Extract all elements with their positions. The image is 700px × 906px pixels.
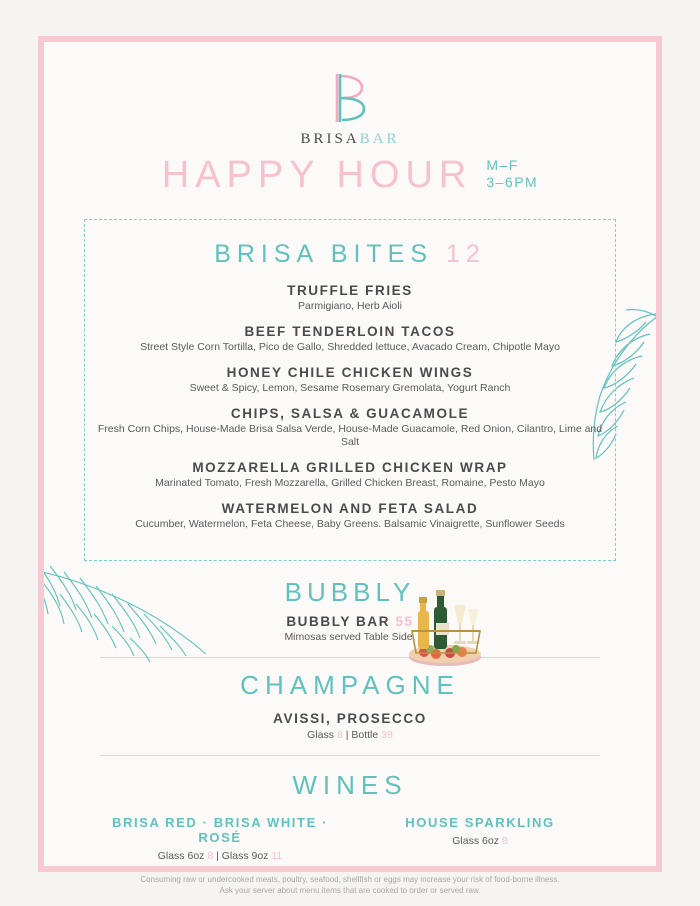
menu-item-name: BEEF TENDERLOIN TACOS [244, 324, 456, 339]
wines-section [44, 770, 656, 862]
menu-item-desc: Parmigiano, Herb Aioli [298, 300, 402, 312]
menu-item [95, 365, 605, 395]
bubbly-item-price: 55 [395, 614, 414, 629]
footnote-line-2: Ask your server about menu items that are cooked to order or served raw. [219, 886, 481, 895]
sparkling-glass6-price: 8 [501, 835, 508, 847]
champagne-section [44, 670, 656, 741]
hours-block [486, 157, 538, 195]
champagne-title: CHAMPAGNE [240, 670, 460, 700]
sparkling-glass6-label: Glass 6oz [452, 835, 499, 847]
brisa-bites-price: 12 [445, 240, 486, 268]
wine-column [90, 815, 350, 862]
brand-name [44, 131, 656, 148]
wine-glass9-label: Glass 9oz [221, 850, 269, 862]
menu-item-name: WATERMELON AND FETA SALAD [221, 501, 479, 516]
wine-glass6-label: Glass 6oz [157, 850, 205, 862]
brand-name-part2: BAR [359, 131, 400, 147]
champagne-item-price [44, 729, 656, 741]
menu-item-name: TRUFFLE FRIES [287, 283, 413, 298]
champagne-bottle-label: Bottle [351, 729, 379, 741]
brisa-bites-section [84, 219, 616, 561]
bubbly-item-desc: Mimosas served Table Side, [284, 631, 416, 643]
divider [100, 657, 600, 658]
wine-glass6-price: 8 [207, 850, 214, 862]
brisa-b-monogram-icon [326, 68, 374, 124]
divider [100, 755, 600, 756]
champagne-glass-label: Glass [307, 729, 335, 741]
menu-item-desc: Marinated Tomato, Fresh Mozzarella, Grilled Chicken Breast, Romaine, Pesto Mayo [155, 477, 545, 489]
menu-item [95, 460, 605, 490]
wine-column-prices [90, 850, 350, 862]
pink-border-frame [38, 36, 662, 872]
bubbly-item-label: BUBBLY BAR [286, 614, 391, 629]
wine-column-heading: BRISA RED · BRISA WHITE · ROSÉ [112, 815, 328, 845]
champagne-glass-price: 8 [336, 729, 343, 741]
footnote-line-1: Consuming raw or undercooked meats, poultry, seafood, shellfish or eggs may increase your risk of food-borne illness. [140, 875, 560, 884]
menu-item [95, 283, 605, 313]
menu-item-desc: Sweet & Spicy, Lemon, Sesame Rosemary Gremolata, Yogurt Ranch [189, 382, 511, 394]
bubbly-title: BUBBLY [284, 577, 416, 607]
menu-item-name: HONEY CHILE CHICKEN WINGS [226, 365, 474, 380]
menu-item-desc: Cucumber, Watermelon, Feta Cheese, Baby Greens. Balsamic Vinaigrette, Sunflower Seeds [135, 518, 565, 530]
menu-item [95, 324, 605, 354]
bubbly-item-name [44, 614, 656, 629]
champagne-bottle-caddy-photo [390, 583, 500, 669]
wines-title: WINES [292, 770, 408, 800]
menu-item-desc: Fresh Corn Chips, House-Made Brisa Salsa Verde, House-Made Guacamole, Red Onion, Cilantro, Lime and Salt [97, 423, 603, 448]
page-title: HAPPY HOUR [161, 154, 473, 196]
brisa-bites-title-text: BRISA BITES [214, 240, 434, 268]
happy-hour-header [44, 154, 656, 197]
wine-glass9-price: 11 [271, 850, 283, 862]
wine-price-separator: | [216, 850, 219, 862]
menu-item-name: MOZZARELLA GRILLED CHICKEN WRAP [192, 460, 508, 475]
menu-content [44, 42, 656, 866]
legal-footnote [0, 874, 700, 896]
menu-item-name: CHIPS, SALSA & GUACAMOLE [230, 406, 470, 421]
menu-item [95, 406, 605, 449]
champagne-price-separator: | [345, 729, 349, 741]
hours-time: 3–6PM [486, 173, 539, 190]
hours-days: M–F [486, 156, 519, 173]
wine-column [350, 815, 610, 862]
brisa-bites-title [95, 240, 605, 269]
menu-item-desc: Street Style Corn Tortilla, Pico de Gallo, Shredded lettuce, Avacado Cream, Chipotle Mayo [140, 341, 560, 353]
logo-block [44, 68, 656, 148]
wine-column-heading: HOUSE SPARKLING [405, 815, 555, 830]
bubbly-section [44, 577, 656, 643]
wine-column-prices [350, 835, 610, 847]
menu-item [95, 501, 605, 531]
brand-name-part1: BRISA [300, 131, 360, 147]
champagne-bottle-price: 38 [381, 729, 393, 741]
champagne-item-name: AVISSI, PROSECCO [273, 711, 427, 726]
wines-columns [44, 815, 656, 862]
